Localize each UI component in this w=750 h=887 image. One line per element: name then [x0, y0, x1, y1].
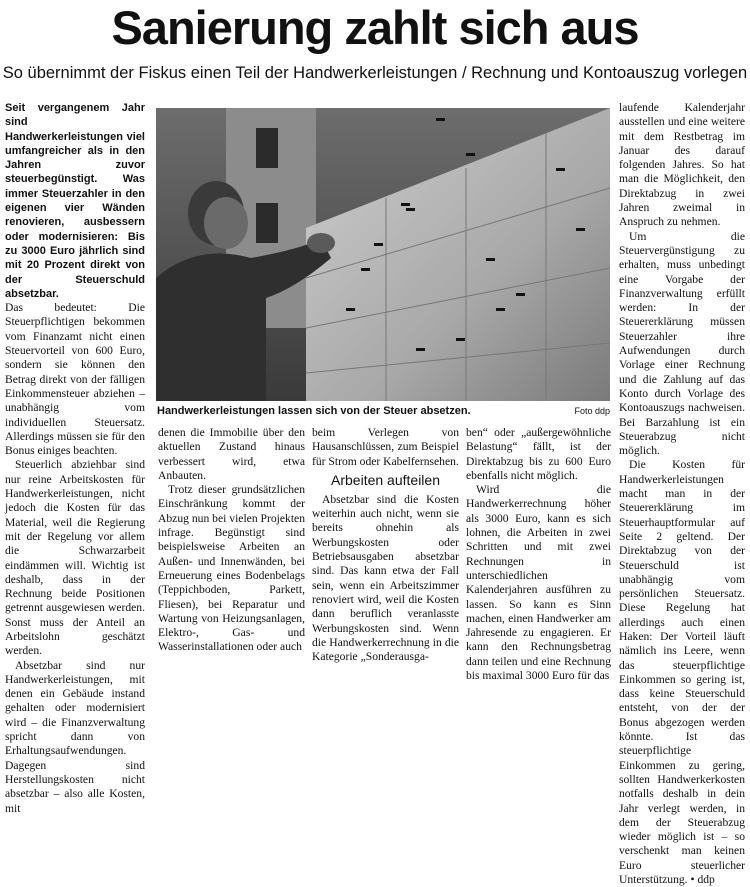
- section-heading: Arbeiten aufteilen: [331, 471, 440, 488]
- paragraph: laufende Kalenderjahr ausstellen und eine weitere mit dem Restbetrag im Januar des darauf folgenden Jahres. So hat man die Möglichkeit, den Direktabzug in zwei Jahren zweimal in Anspruch zu nehmen.: [619, 101, 745, 229]
- photo-caption: [157, 405, 610, 421]
- paragraph-text: Die Kosten für Handwerkerleistungen macht man in der Steuererklärung im Steuerhauptformular auf Seite 2 geltend. Der Direktabzug von der Steuerschuld ist unabhängig vom persönlichen Steuersatz. Diese Regelung hat allerdings auch einen Haken: Der Vorteil läuft nämlich ins Leere, wenn das steuerpflichtige Einkommen so gering ist, dass keine Steuerschuld entsteht, von der der Bonus abgezogen werden könnte. Ist das steuerpflichtige Einkommen zu gering, sollten Handwerkerkosten notfalls deshalb in dein Jahr verlegt werden, in dem der Steuerabzug wieder möglich ist – so verschenkt man keinen Euro steuerlicher Unterstützung.: [619, 458, 745, 887]
- paragraph: Das bedeutet: Die Steuerpflichtigen bekommen vom Finanzamt nicht einen Steuervorteil von 600 Euro, sondern sie können den Betrag direkt von der fälligen Einkommensteuer abziehen – unabhängig vom individuellen Steuersatz. Allerdings müssen sie für den Bonus einiges beachten.: [5, 301, 145, 458]
- column-5: [619, 101, 745, 887]
- column-3: [312, 426, 459, 664]
- caption-text: Handwerkerleistungen lassen sich von der Steuer absetzen.: [157, 405, 471, 417]
- author-signature: • ddp: [690, 873, 715, 887]
- column-4: [466, 426, 611, 683]
- paragraph: Wird die Handwerkerrechnung höher als 3000 Euro, kann es sich lohnen, die Arbeiten in zwei Schritten und mit zwei Rechnungen in unterschiedlichen Kalenderjahren ausführen zu lassen. So kann es Sinn machen, einen Handwerker am Jahresende zu engagieren. Er kann den Rechnungsbetrag dann teilen und eine Rechnung bis maximal 3000 Euro für das: [466, 483, 611, 683]
- lead-paragraph: Seit vergangenem Jahr sind Handwerkerleistungen viel umfangreicher als in den Jahren zuvor steuerbegünstigt. Was immer Steuerzahler in den eigenen vier Wänden renovieren, ausbessern oder modernisieren: Bis zu 3000 Euro jährlich sind mit 20 Prozent direkt von der Steuerschuld absetzbar.: [5, 102, 145, 300]
- article-photo: [156, 108, 610, 401]
- paragraph: ben“ oder „außergewöhnliche Belastung“ fällt, ist der Direktabzug bis zu 600 Euro ebenfalls nicht möglich.: [466, 426, 611, 482]
- paragraph: Steuerlich abziehbar sind nur reine Arbeitskosten für Handwerkerleistungen, nicht jedoch die Kosten für das Material, weil die Regierung mit der Regelung vor allem die Schwarzarbeit eindämmen will. Wichtig ist deshalb, dass in der Rechnung beide Positionen getrennt ausgewiesen werden. Sonst muss der Anteil an Arbeitslohn geschätzt werden.: [5, 458, 145, 658]
- photo-credit: Foto ddp: [574, 406, 610, 416]
- subheadline: So übernimmt der Fiskus einen Teil der Handwerkerleistungen / Rechnung und Kontoauszug vorlegen: [2, 64, 748, 82]
- column-1: [5, 101, 145, 815]
- paragraph: denen die Immobilie über den aktuellen Zustand hinaus verbessert wird, etwa Anbauten.: [158, 426, 305, 482]
- craftsman-photo-illustration: [156, 108, 610, 401]
- column-2: [158, 426, 305, 654]
- paragraph: beim Verlegen von Hausanschlüssen, zum Beispiel für Strom oder Kabelfernsehen.: [312, 426, 459, 468]
- paragraph: Absetzbar sind nur Handwerkerleistungen, mit denen ein Gebäude instand gehalten oder modernisiert wird – die Finanzverwaltung spricht dann von Erhaltungsaufwendungen. Dagegen sind Herstellungskosten nicht absetzbar – also alle Kosten, mit: [5, 658, 145, 815]
- paragraph: Um die Steuervergünstigung zu erhalten, muss unbedingt eine Vorgabe der Finanzverwaltung erfüllt werden: In der Steuererklärung müssen Steuerzahler ihre Aufwendungen durch Vorlage einer Rechnung und die Zahlung auf das Konto durch Vorlage des Kontoauszugs nachweisen. Bei Barzahlung ist ein Steuerabzug nicht möglich.: [619, 229, 745, 458]
- paragraph: [619, 458, 745, 887]
- paragraph: Absetzbar sind die Kosten weiterhin auch nicht, wenn sie bereits ohnehin als Werbungskosten oder Betriebsausgaben absetzbar sind. Das kann etwa der Fall sein, wenn ein Arbeitszimmer renoviert wird, weil die Kosten dann beruflich veranlasste Werbungskosten sind. Wenn die Handwerkerrechnung in die Kategorie „Sonderausga-: [312, 492, 459, 664]
- paragraph: Trotz dieser grundsätzlichen Einschränkung kommt der Abzug nun bei vielen Projekten infrage. Begünstigt sind beispielsweise Arbeiten an Außen- und Innenwänden, bei Erneuerung eines Bodenbelags (Teppichboden, Parkett, Fliesen), bei Reparatur und Wartung von Heizungsanlagen, Elektro-, Gas- und Wasserinstallationen oder auch: [158, 483, 305, 654]
- headline: Sanierung zahlt sich aus: [111, 1, 639, 54]
